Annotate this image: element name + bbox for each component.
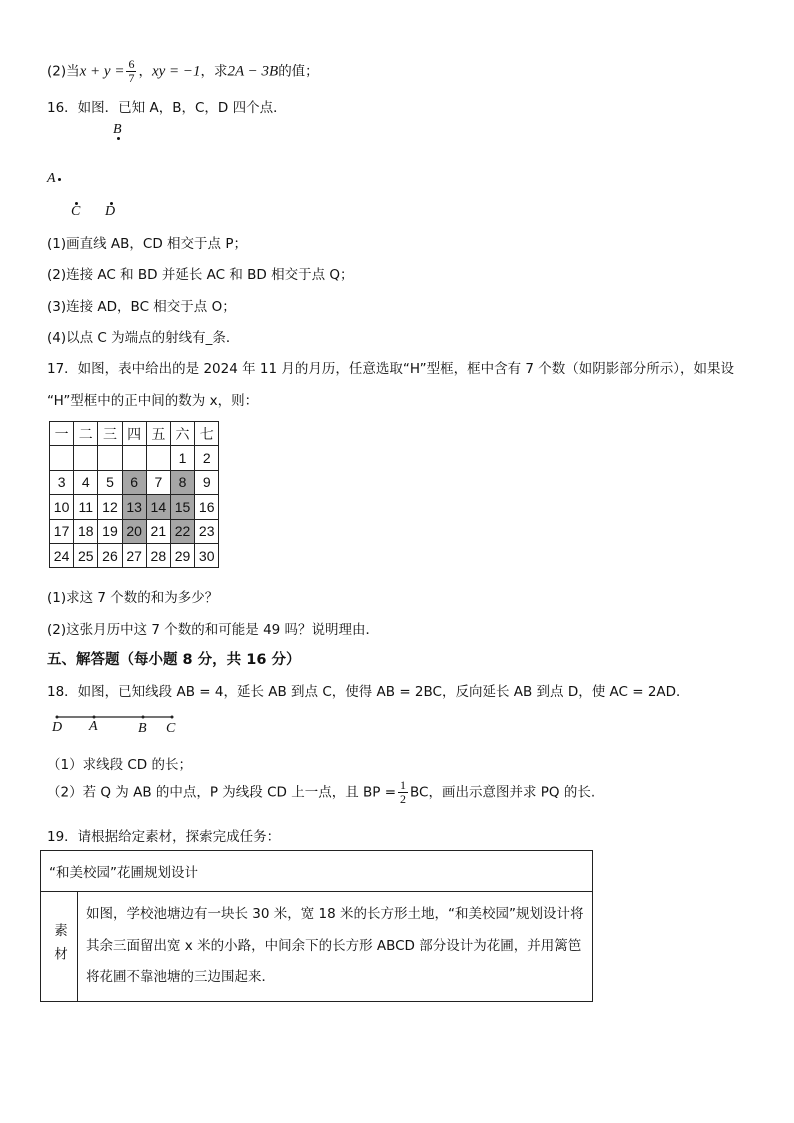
calendar-cell [74,446,98,470]
q18-frac-den: 2 [400,792,407,806]
q15-sep: ， [138,63,152,80]
point-c-label: C [71,204,81,219]
q16-item-3: (3)连接 AD，BC 相交于点 O； [47,299,236,315]
q16-intro: 16．如图．已知 A，B，C，D 四个点． [47,100,287,116]
q16-item-4: (4)以点 C 为端点的射线有_条． [47,330,240,346]
calendar-row [50,446,219,470]
q15-fraction [126,58,136,85]
point-a-label: A [47,171,56,186]
material-title-row [41,851,593,892]
calendar-cell: 18 [74,519,98,543]
calendar-cell: 1 [170,446,194,470]
point-d-label: D [105,204,116,219]
material-content [78,892,593,1002]
q18-item2-post: BC，画出示意图并求 PQ 的长. [410,784,596,801]
q17-line-1: 17．如图，表中给出的是 2024 年 11 月的月历，任意选取“H”型框，框中含有 7 个数（如阴影部分所示），如果设 [47,361,735,377]
calendar-header-cell: 四 [122,422,146,446]
material-line-1: 如图，学校池塘边有一块长 30 米，宽 18 米的长方形土地，“和美校园”规划设计将 [86,906,584,922]
section-5-title: 五、解答题（每小题 8 分，共 16 分） [47,652,301,668]
calendar-cell: 25 [74,543,98,567]
calendar-cell-shaded: 22 [170,519,194,543]
material-line-2: 其余三面留出宽 x 米的小路，中间余下的长方形 ABCD 部分设计为花圃，并用篱笆 [86,937,582,954]
q15-xy: xy = −1 [151,63,201,80]
point-c-dot [171,716,174,719]
calendar-cell: 28 [146,543,170,567]
point-b-dot [142,716,145,719]
calendar-header-cell: 三 [98,422,122,446]
calendar-cell-shaded: 13 [122,495,146,519]
point-b-label: B [113,122,122,137]
calendar-cell-shaded: 15 [170,495,194,519]
q17-item-1: (1)求这 7 个数的和为多少？ [47,590,219,606]
calendar-cell: 2 [195,446,219,470]
calendar-header-row [50,422,219,446]
point-b [117,137,120,140]
calendar-cell: 5 [98,470,122,494]
calendar-cell-shaded: 8 [170,470,194,494]
calendar-header-cell: 二 [74,422,98,446]
calendar-header-cell: 一 [50,422,74,446]
calendar-cell: 29 [170,543,194,567]
q15-frac-den: 7 [128,71,135,85]
calendar-cell: 17 [50,519,74,543]
calendar-cell: 26 [98,543,122,567]
material-label-cell [41,892,78,1002]
seg-b-label: B [138,721,147,736]
q18-item2-pre: （2）若 Q 为 AB 的中点，P 为线段 CD 上一点，且 BP = [47,784,397,801]
q18-frac-num: 1 [400,778,407,792]
calendar-row [50,543,219,567]
point-a [58,178,61,181]
point-d-dot [56,716,59,719]
calendar-row [50,495,219,519]
q15-x-plus-y: x + y = [79,63,125,80]
seg-c-label: C [166,721,176,736]
calendar-cell: 24 [50,543,74,567]
q15-prefix: (2)当 [47,63,80,80]
calendar-cell [146,446,170,470]
q17-line-2: “H”型框中的正中间的数为 x，则： [47,393,259,409]
q15-frac-num: 6 [128,57,135,71]
calendar-cell: 3 [50,470,74,494]
calendar-cell: 27 [122,543,146,567]
calendar-cell: 21 [146,519,170,543]
material-title: “和美校园”花圃规划设计 [41,851,593,892]
seg-a-label: A [89,719,98,734]
q19-intro: 19．请根据给定素材，探索完成任务： [47,829,281,845]
material-table [40,850,593,1002]
calendar-cell: 30 [195,543,219,567]
q15-suffix: 的值； [278,63,319,80]
calendar-cell-shaded: 6 [122,470,146,494]
q18-item-1: （1）求线段 CD 的长； [47,757,192,773]
calendar-cell: 10 [50,495,74,519]
calendar-cell: 12 [98,495,122,519]
seg-d-label: D [52,720,63,735]
material-line-3: 将花圃不靠池塘的三边围起来． [86,969,275,985]
q18-line: 18．如图，已知线段 AB = 4，延长 AB 到点 C，使得 AB = 2BC，反向延长 AB 到点 D，使 AC = 2AD． [47,684,690,700]
calendar-cell [122,446,146,470]
calendar-cell: 7 [146,470,170,494]
calendar-cell: 11 [74,495,98,519]
q18-fraction [398,779,408,806]
calendar-cell: 4 [74,470,98,494]
q15-mid: ，求 [200,63,228,80]
q15-expr: 2A − 3B [227,63,279,80]
calendar-row [50,470,219,494]
calendar-header-cell: 七 [195,422,219,446]
calendar-table [49,421,219,568]
calendar-cell-shaded: 14 [146,495,170,519]
q15-part2 [47,58,319,84]
calendar-cell-shaded: 20 [122,519,146,543]
calendar-cell: 19 [98,519,122,543]
calendar-row [50,519,219,543]
q17-item-2: (2)这张月历中这 7 个数的和可能是 49 吗？说明理由． [47,622,380,638]
calendar-cell: 9 [195,470,219,494]
calendar-cell [50,446,74,470]
q16-item-2: (2)连接 AC 和 BD 并延长 AC 和 BD 相交于点 Q； [47,267,354,283]
calendar-cell [98,446,122,470]
material-body-row [41,892,593,1002]
calendar-cell: 16 [195,495,219,519]
q18-item-2 [47,779,595,806]
calendar-header-cell: 五 [146,422,170,446]
material-label: 素材 [51,922,67,970]
q16-item-1: (1)画直线 AB，CD 相交于点 P； [47,236,247,252]
calendar-header-cell: 六 [170,422,194,446]
calendar-cell: 23 [195,519,219,543]
